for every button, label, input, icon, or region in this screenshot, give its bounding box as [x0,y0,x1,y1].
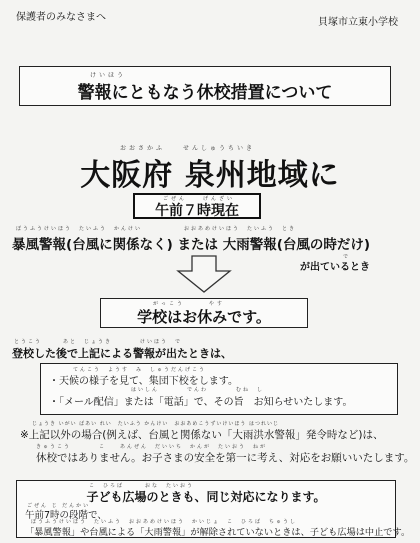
after-line2-ruby: はいしん でんわ むね し [131,387,265,393]
condition-text: 暴風警報(台風に関係なく) または 大雨警報(台風の時だけ) [12,237,371,253]
title-ruby: けいほう [90,72,127,79]
note-line2-ruby: きゅうこう こ あんぜん だいいち かんが たいおう ねが [36,444,268,450]
bottom-heading: 子ども広場のときも、同じ対応になります。 [86,490,326,504]
addressee: 保護者のみなさまへ [16,12,106,23]
note-line2: 休校ではありません。お子さまの安全を第一に考え、対応をお願いいたします。 [36,452,415,464]
time-box [133,193,261,219]
region-ruby: おおさかふ せんしゅうちいき [120,145,256,152]
closure-text: 学校はお休みです。 [137,308,271,326]
bottom-line1: 午前7時の段階で、 [25,510,107,521]
title-box [19,66,391,106]
closure-box [100,298,308,328]
bottom-line2: 「暴風警報」や台風による「大雨警報」が解除されていないときは、子ども広場は中止です。 [25,527,411,538]
time-text: 午前７時現在 [155,203,239,219]
condition-suffix: が出ているとき [300,262,370,273]
page-title: 警報にともなう休校措置について [77,83,333,103]
note-line1-ruby: じょうき いがい ばあい れい たいふう かんけい おおあめこうずいけいほう はつれいじ [32,421,279,427]
note-line1: ※上記以外の場合(例えば、台風と関係ない「大雨洪水警報」発令時など)は、 [20,429,384,441]
condition-ruby: ぼうふうけいほう たいふう かんけい おおあめけいほう たいふう とき [16,226,297,232]
region-heading: 大阪府 泉州地域に [80,158,340,193]
after-school-ruby: とうこう あと じょうき けいほう で [14,339,183,345]
bottom-heading-ruby: こ ひろば おな たいおう [89,483,195,489]
time-ruby: ごぜん げんざい [163,196,236,202]
school-name: 貝塚市立東小学校 [318,17,398,28]
bottom-box [16,480,411,538]
closure-ruby: がっこう やす [153,301,226,307]
bottom-line2-ruby: ぼうふうけいほう たいふう おおあめけいほう かいじょ こ ひろば ちゅうし [31,519,298,525]
bottom-line1-ruby: ごぜん じ だんかい [27,503,91,509]
condition-suffix-ruby: で [343,254,352,260]
after-line1-ruby: てんこう ようす み しゅうだんげこう [73,367,207,373]
after-line2: ・「メール配信」または「電話」で、その旨 お知らせいたします。 [49,397,353,408]
after-line1: ・天候の様子を見て、集団下校をします。 [49,376,238,387]
down-arrow-icon [176,255,232,293]
after-school-heading: 登校した後で上記による警報が出たときは、 [12,347,232,360]
after-box [40,363,398,415]
